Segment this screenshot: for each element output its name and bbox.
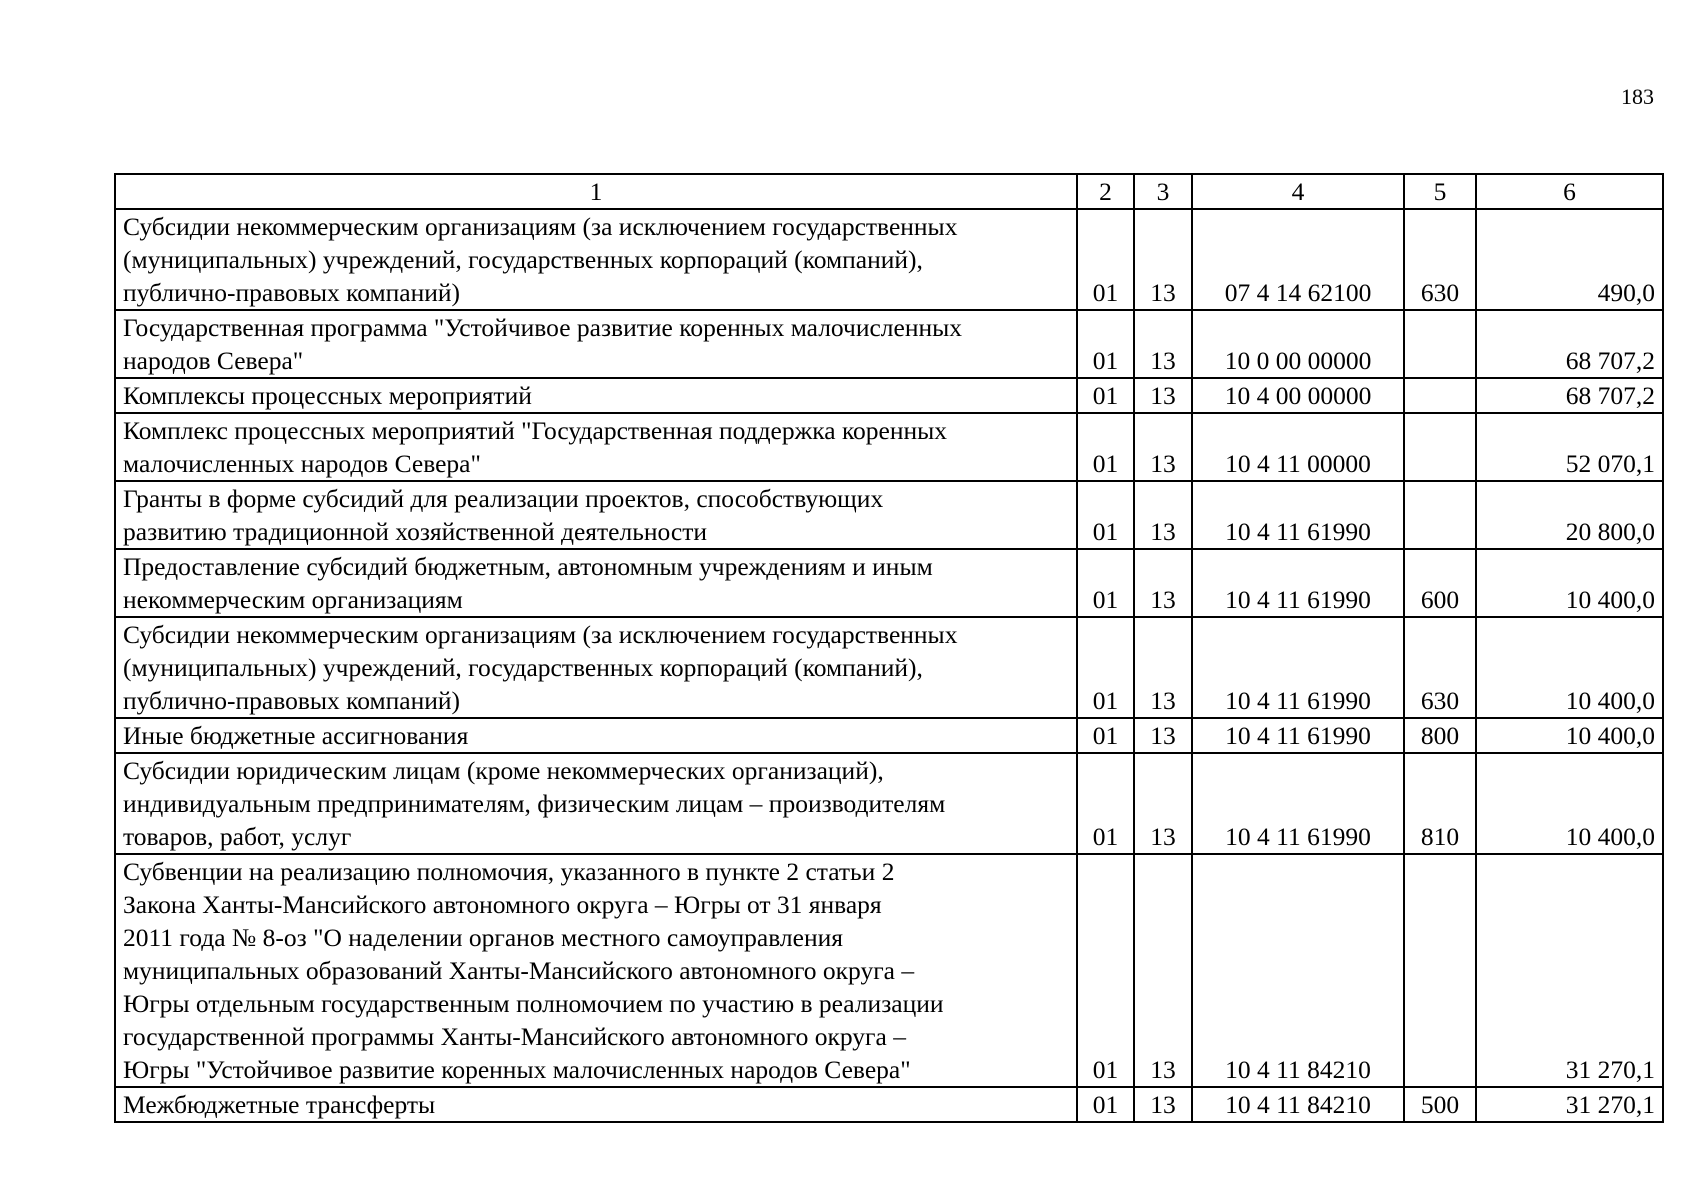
page-number: 183 [1621, 84, 1654, 109]
target-article-cell: 10 4 11 61990 [1192, 549, 1404, 617]
row-name-cell: Иные бюджетные ассигнования [115, 718, 1077, 753]
subsection-code-cell: 13 [1134, 310, 1192, 378]
expense-type-cell: 810 [1404, 753, 1476, 854]
expense-type-cell [1404, 378, 1476, 413]
row-name-cell: Субсидии некоммерческим организациям (за исключением государственных (муниципальных) учреждений, государственных корпораций (компаний), публично-правовых компаний) [115, 617, 1077, 718]
target-article-cell: 10 4 11 00000 [1192, 413, 1404, 481]
amount-cell: 10 400,0 [1476, 549, 1663, 617]
column-header: 2 [1077, 174, 1134, 209]
subsection-code-cell: 13 [1134, 378, 1192, 413]
table-row [115, 753, 1663, 854]
expense-type-cell [1404, 481, 1476, 549]
section-code-cell: 01 [1077, 481, 1134, 549]
column-header: 6 [1476, 174, 1663, 209]
table-row [115, 481, 1663, 549]
subsection-code-cell: 13 [1134, 854, 1192, 1087]
table-row [115, 854, 1663, 1087]
table-header-row [115, 174, 1663, 209]
table-row [115, 1087, 1663, 1122]
row-name-cell: Субсидии юридическим лицам (кроме некоммерческих организаций), индивидуальным предпринимателям, физическим лицам – производителям товаров, работ, услуг [115, 753, 1077, 854]
subsection-code-cell: 13 [1134, 718, 1192, 753]
row-name-cell: Комплексы процессных мероприятий [115, 378, 1077, 413]
subsection-code-cell: 13 [1134, 617, 1192, 718]
target-article-cell: 10 4 11 61990 [1192, 718, 1404, 753]
target-article-cell: 10 4 11 61990 [1192, 753, 1404, 854]
subsection-code-cell: 13 [1134, 481, 1192, 549]
row-name-cell: Комплекс процессных мероприятий "Государственная поддержка коренных малочисленных народов Севера" [115, 413, 1077, 481]
subsection-code-cell: 13 [1134, 549, 1192, 617]
amount-cell: 10 400,0 [1476, 718, 1663, 753]
target-article-cell: 10 4 11 61990 [1192, 617, 1404, 718]
amount-cell: 52 070,1 [1476, 413, 1663, 481]
column-header: 5 [1404, 174, 1476, 209]
expense-type-cell [1404, 413, 1476, 481]
row-name-cell: Государственная программа "Устойчивое развитие коренных малочисленных народов Севера" [115, 310, 1077, 378]
expense-type-cell: 800 [1404, 718, 1476, 753]
target-article-cell: 07 4 14 62100 [1192, 209, 1404, 310]
amount-cell: 20 800,0 [1476, 481, 1663, 549]
target-article-cell: 10 0 00 00000 [1192, 310, 1404, 378]
column-header: 1 [115, 174, 1077, 209]
subsection-code-cell: 13 [1134, 1087, 1192, 1122]
amount-cell: 10 400,0 [1476, 617, 1663, 718]
expense-type-cell: 600 [1404, 549, 1476, 617]
table-row [115, 209, 1663, 310]
amount-cell: 68 707,2 [1476, 378, 1663, 413]
column-header: 3 [1134, 174, 1192, 209]
section-code-cell: 01 [1077, 854, 1134, 1087]
target-article-cell: 10 4 00 00000 [1192, 378, 1404, 413]
subsection-code-cell: 13 [1134, 753, 1192, 854]
expense-type-cell [1404, 854, 1476, 1087]
amount-cell: 68 707,2 [1476, 310, 1663, 378]
table-row [115, 549, 1663, 617]
table-row [115, 617, 1663, 718]
section-code-cell: 01 [1077, 413, 1134, 481]
budget-table [114, 173, 1664, 1123]
target-article-cell: 10 4 11 61990 [1192, 481, 1404, 549]
subsection-code-cell: 13 [1134, 413, 1192, 481]
section-code-cell: 01 [1077, 1087, 1134, 1122]
column-header: 4 [1192, 174, 1404, 209]
amount-cell: 490,0 [1476, 209, 1663, 310]
section-code-cell: 01 [1077, 209, 1134, 310]
section-code-cell: 01 [1077, 718, 1134, 753]
row-name-cell: Гранты в форме субсидий для реализации проектов, способствующих развитию традиционной хозяйственной деятельности [115, 481, 1077, 549]
section-code-cell: 01 [1077, 310, 1134, 378]
target-article-cell: 10 4 11 84210 [1192, 854, 1404, 1087]
expense-type-cell: 500 [1404, 1087, 1476, 1122]
table-row [115, 718, 1663, 753]
table-row [115, 310, 1663, 378]
row-name-cell: Предоставление субсидий бюджетным, автономным учреждениям и иным некоммерческим организациям [115, 549, 1077, 617]
expense-type-cell [1404, 310, 1476, 378]
row-name-cell: Межбюджетные трансферты [115, 1087, 1077, 1122]
expense-type-cell: 630 [1404, 209, 1476, 310]
expense-type-cell: 630 [1404, 617, 1476, 718]
row-name-cell: Субвенции на реализацию полномочия, указанного в пункте 2 статьи 2 Закона Ханты-Мансийского автономного округа – Югры от 31 января 2011 года № 8-оз "О наделении органов местного самоуправления муниципальных образований Ханты-Мансийского автономного округа – Югры отдельным государственным полномочием по участию в реализации государственной программы Ханты-Мансийского автономного округа – Югры "Устойчивое развитие коренных малочисленных народов Севера" [115, 854, 1077, 1087]
table-body [115, 209, 1663, 1122]
subsection-code-cell: 13 [1134, 209, 1192, 310]
amount-cell: 31 270,1 [1476, 854, 1663, 1087]
section-code-cell: 01 [1077, 549, 1134, 617]
table-row [115, 413, 1663, 481]
section-code-cell: 01 [1077, 378, 1134, 413]
amount-cell: 10 400,0 [1476, 753, 1663, 854]
table-row [115, 378, 1663, 413]
amount-cell: 31 270,1 [1476, 1087, 1663, 1122]
section-code-cell: 01 [1077, 617, 1134, 718]
row-name-cell: Субсидии некоммерческим организациям (за исключением государственных (муниципальных) учреждений, государственных корпораций (компаний), публично-правовых компаний) [115, 209, 1077, 310]
target-article-cell: 10 4 11 84210 [1192, 1087, 1404, 1122]
section-code-cell: 01 [1077, 753, 1134, 854]
